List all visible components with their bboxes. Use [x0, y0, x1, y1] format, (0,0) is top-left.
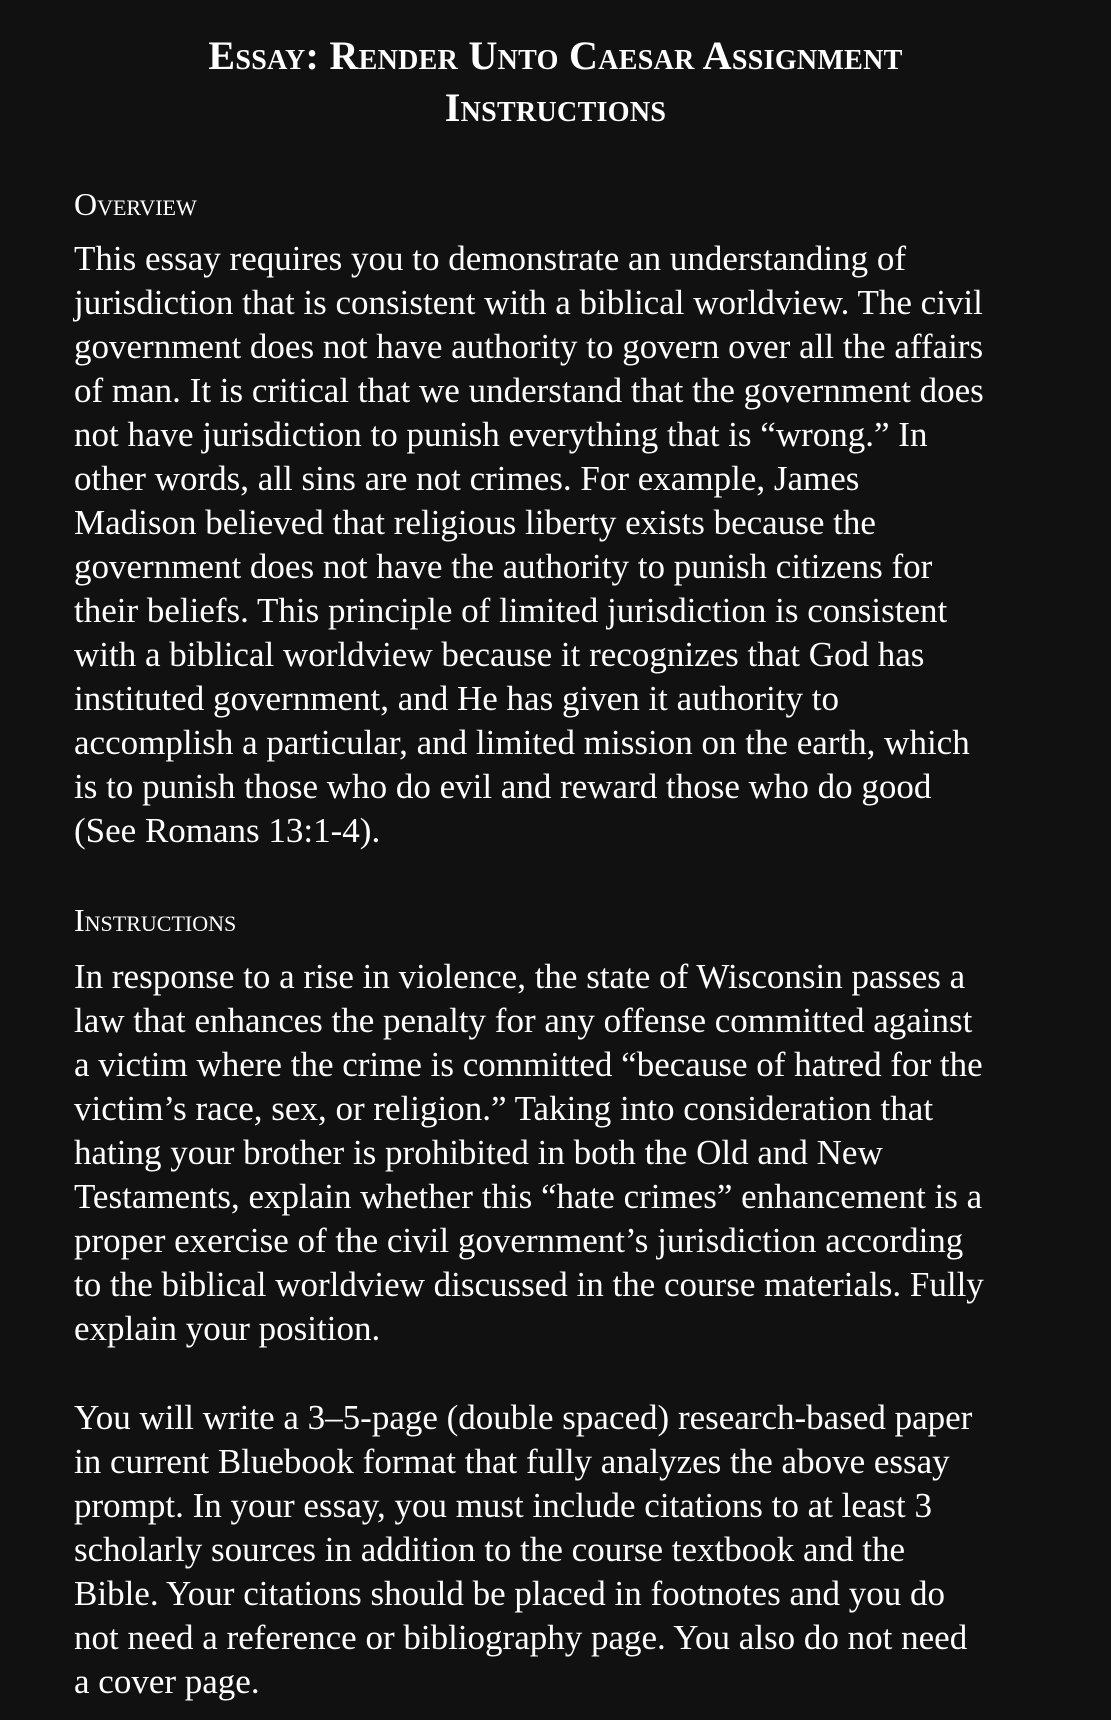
overview-paragraph: This essay requires you to demonstrate an understanding of jurisdiction that is consistent with a biblical worldview. The civil government does not have authority to govern over all the affairs of man. It is critical that we understand that the government does not have jurisdiction to punish everything that is “wrong.” In other words, all sins are not crimes. For example, James Madison believed that religious liberty exists because the government does not have the authority to punish citizens for their beliefs. This principle of limited jurisdiction is consistent with a biblical worldview because it recognizes that God has instituted government, and He has given it authority to accomplish a particular, and limited mission on the earth, which is to punish those who do evil and reward those who do good (See Romans 13:1-4). — [74, 239, 984, 850]
instructions-paragraph: In response to a rise in violence, the state of Wisconsin passes a law that enhances the penalty for any offense committed against a victim where the crime is committed “because of hatred for the victim’s race, sex, or religion.” Taking into consideration that hating your brother is prohibited in both the Old and New Testaments, explain whether this “hate crimes” enhancement is a proper exercise of the civil government’s jurisdiction according to the biblical worldview discussed in the course materials. Fully explain your position. — [74, 957, 984, 1348]
instructions-heading: Instructions — [74, 902, 237, 938]
overview-heading: Overview — [74, 186, 197, 222]
format-requirements-paragraph: You will write a 3–5-page (double spaced) research-based paper in current Bluebook format that fully analyzes the above essay prompt. In your essay, you must include citations to at least 3 scholarly sources in addition to the course textbook and the Bible. Your citations should be placed in footnotes and you do not need a reference or bibliography page. You also do not need a cover page. — [74, 1398, 973, 1701]
page-title: Essay: Render Unto Caesar Assignment Instructions — [208, 33, 903, 130]
